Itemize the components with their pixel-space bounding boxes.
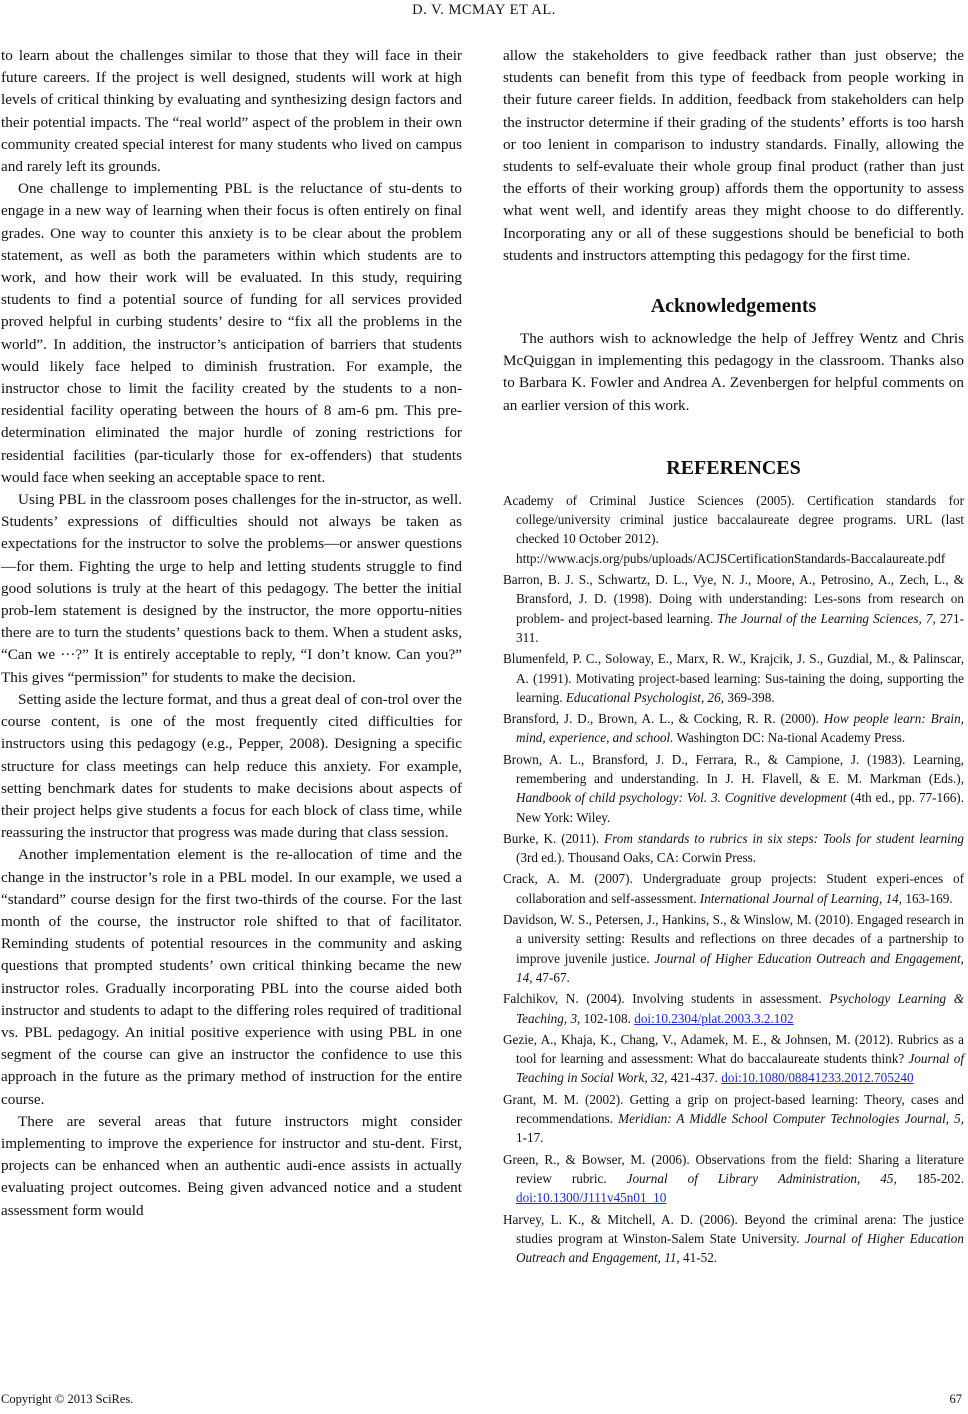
reference-text: Burke, K. (2011). <box>503 830 605 846</box>
reference-entry <box>503 1030 964 1088</box>
reference-source-title: Journal of Library Administration, 45, <box>626 1170 897 1186</box>
reference-pages: 102-108. <box>580 1010 635 1026</box>
reference-entry <box>503 491 964 568</box>
left-column <box>1 45 462 1222</box>
body-paragraph: One challenge to implementing PBL is the reluctance of stu-dents to engage in a new way of learning when their focus is often entirely on final grades. One way to counter this anxiety is to be clear about the problem statement, as well as both the parameters within which students are to work, and how their work will be evaluated. In this study, requiring students to find a potential source of funding for all services provided proved helpful in curbing students’ desire to “fix all the problems in the world”. In addition, the instructor’s anticipation of barriers that students would likely face helped to diminish frustration. For example, the instructor chose to limit the facility created by the students to a non-residential facility operating between the hours of 8 am-6 pm. This pre-determination eliminated the major hurdle of zoning restrictions for residential facilities (par-ticularly those for ex-offenders) that students would face when seeking an acceptable space to rent. <box>1 180 462 486</box>
footer-copyright: Copyright © 2013 SciRes. <box>1 1392 134 1406</box>
reference-pages: 421-437. <box>667 1070 722 1086</box>
reference-entry <box>503 709 964 748</box>
reference-entry <box>503 570 964 647</box>
reference-pages: (3rd ed.). Thousand Oaks, CA: Corwin Press. <box>516 850 757 866</box>
acknowledgements-text: The authors wish to acknowledge the help of Jeffrey Wentz and Chris McQuiggan in implementing this pedagogy in the classroom. Thanks also to Barbara K. Fowler and Andrea A. Zevenbergen for helpful comments on an earlier version of this work. <box>503 330 964 414</box>
reference-text: Academy of Criminal Justice Sciences (2005). Certification standards for college/university criminal justice baccalaureate degree programs. URL (last checked 10 October 2012). <box>503 492 964 547</box>
reference-source-title: The Journal of the Learning Sciences, 7, <box>717 610 936 626</box>
reference-source-title: How people learn: Brain, mind, experience, and school. <box>516 711 964 746</box>
reference-url[interactable]: http://www.acjs.org/pubs/uploads/ACJSCertificationStandards-Baccalaureate.pdf <box>516 550 946 566</box>
reference-list <box>503 491 964 1268</box>
reference-source-title: Educational Psychologist, 26, <box>565 689 725 705</box>
reference-pages: 41-52. <box>679 1250 718 1266</box>
reference-pages: 185-202. <box>896 1170 964 1186</box>
reference-text: Bransford, J. D., Brown, A. L., & Cocking, R. R. (2000). <box>503 711 824 727</box>
reference-text: Blumenfeld, P. C., Soloway, E., Marx, R. W., Krajcik, J. S., Guzdial, M., & Palinscar, A. (1991). Motivating project-based learning: Sus-taining the doing, supporting the learning. <box>503 651 964 705</box>
reference-entry <box>503 649 964 707</box>
reference-entry <box>503 829 964 868</box>
reference-entry <box>503 869 964 908</box>
body-paragraph: Setting aside the lecture format, and thus a great deal of con-trol over the course content, is one of the most frequently cited difficulties for instructors using this pedagogy (e.g., Pepper, 2008). Designing a specific structure for class meetings can help reduce this anxiety. For example, setting benchmark dates for students to make decisions about aspects of their project helps give students a focus for each block of class time, while reassuring the instructor that progress was made during that class session. <box>1 690 462 842</box>
reference-pages: 271-311. <box>516 610 964 645</box>
reference-entry <box>503 750 964 827</box>
reference-source-title: Meridian: A Middle School Computer Technologies Journal, 5, <box>618 1111 964 1127</box>
reference-text: Harvey, L. K., & Mitchell, A. D. (2006). Beyond the criminal arena: The justice studies program at Winston-Salem State University. <box>503 1211 964 1246</box>
reference-text: Davidson, W. S., Petersen, J., Hankins, S., & Winslow, M. (2010). Engaged research in a university setting: Results and reflections on three decades of a partnership to improve juvenile justice. <box>503 912 964 966</box>
reference-source-title: Psychology Learning & Teaching, 3, <box>516 991 965 1026</box>
reference-text: Green, R., & Bowser, M. (2006). Observations from the field: Sharing a literature review rubric. <box>503 1151 964 1186</box>
reference-text: Crack, A. M. (2007). Undergraduate group projects: Student experi-ences of collaboration and self-assessment. <box>503 871 964 906</box>
body-paragraph: to learn about the challenges similar to those that they will face in their future careers. If the project is well designed, students will work at high levels of critical thinking by evaluating and synthesizing design factors and their potential impacts. The “real world” aspect of the problem in their own community created special interest for many students who lived on campus and rarely left its grounds. <box>1 47 462 176</box>
doi-link[interactable]: doi:10.1080/08841233.2012.705240 <box>721 1070 914 1086</box>
reference-text: Barron, B. J. S., Schwartz, D. L., Vye, N. J., Moore, A., Petrosino, A., Zech, L., & Bransford, J. D. (1998). Doing with understanding: Les-sons from research on problem- and project-based learning. <box>503 572 964 626</box>
reference-source-title: From standards to rubrics in six steps: Tools for student learning <box>604 830 965 846</box>
reference-entry <box>503 989 964 1028</box>
reference-pages: (4th ed., pp. 77-166). New York: Wiley. <box>516 790 964 825</box>
right-column <box>503 45 964 1269</box>
reference-entry <box>503 910 964 987</box>
running-head: D. V. MCMAY ET AL. <box>412 2 556 18</box>
reference-entry <box>503 1090 964 1148</box>
reference-pages: Washington DC: Na-tional Academy Press. <box>673 730 906 746</box>
acknowledgements-heading: Acknowledgements <box>650 295 817 318</box>
body-paragraph: Another implementation element is the re-allocation of time and the change in the instructor’s role in a PBL model. In our example, we used a “standard” course design for the first two-thirds of the course. For the last month of the course, the instructor role shifted to that of facilitator. Reminding students of potential resources in the community and asking questions that prompted students’ own critical thinking became the new instructor roles. Gradually incorporating PBL into the course aided both instructor and students to adapt to the differing roles required of traditional vs. PBL pedagogy. An initial positive experience with using PBL in one segment of the course can give an instructor the confidence to use this approach in the future as the primary method of instruction for the entire course. <box>1 846 462 1108</box>
body-paragraph: There are several areas that future instructors might consider implementing to improve the experience for instructor and stu-dent. First, projects can be enhanced when an authentic audi-ence assists in actually evaluating project outcomes. Being given advanced notice and a student assessment form would <box>1 1112 462 1219</box>
reference-text: Falchikov, N. (2004). Involving students in assessment. <box>503 991 830 1007</box>
reference-text: Brown, A. L., Bransford, J. D., Ferrara, R., & Campione, J. (1983). Learning, remembering and understanding. In J. H. Flavell, & E. M. Markman (Eds.), <box>503 751 964 786</box>
reference-entry <box>503 1210 964 1268</box>
references-heading: REFERENCES <box>666 456 801 479</box>
doi-link[interactable]: doi:10.1300/J111v45n01_10 <box>516 1190 667 1206</box>
reference-source-title: Handbook of child psychology: Vol. 3. Cognitive development <box>516 790 847 806</box>
page-number: 67 <box>949 1392 962 1406</box>
reference-source-title: Journal of Higher Education Outreach and Engagement, 11, <box>516 1230 964 1266</box>
reference-pages: 1-17. <box>516 1130 544 1146</box>
reference-source-title: Journal of Higher Education Outreach and Engagement, 14, <box>516 950 964 985</box>
reference-text: Grant, M. M. (2002). Getting a grip on project-based learning: Theory, cases and recommendations. <box>503 1091 964 1127</box>
reference-source-title: International Journal of Learning, 14, <box>699 890 903 906</box>
reference-source-title: Journal of Teaching in Social Work, 32, <box>516 1051 964 1086</box>
reference-pages: 369-398. <box>724 689 775 705</box>
reference-pages: 163-169. <box>902 890 953 906</box>
reference-entry <box>503 1150 964 1208</box>
doi-link[interactable]: doi:10.2304/plat.2003.3.2.102 <box>634 1010 794 1026</box>
reference-pages: 47-67. <box>532 969 570 985</box>
body-paragraph: allow the stakeholders to give feedback rather than just observe; the students can benefit from this type of feedback from people working in their future career fields. In addition, feedback from stakeholders can help the instructor determine if their grading of the students’ efforts is too harsh or too lenient in comparison to industry standards. Finally, allowing the students to self-evaluate their whole group final product (rather than just the efforts of their working group) affords them the opportunity to assess what went well, and identify areas they might choose to do differently. Incorporating any or all of these suggestions should be beneficial to both students and instructors attempting this pedagogy for the first time. <box>503 47 964 264</box>
reference-text: Gezie, A., Khaja, K., Chang, V., Adamek, M. E., & Johnsen, M. (2012). Rubrics as a tool for learning and assessment: What do baccalaureate students think? <box>503 1031 964 1067</box>
body-paragraph: Using PBL in the classroom poses challenges for the in-structor, as well. Students’ expressions of difficulties should not always be taken as expectations for the instructor to solve the problems—or answer questions—for them. Fighting the urge to help and letting students struggle to find good solutions is truly at the heart of this pedagogy. The better the initial prob-lem statement is designed by the instructor, the more opportu-nities there are to turn the students’ questions back to them. When a student asks, “Can we ···?” It is entirely acceptable to reply, “I don’t know. Can you?” This gives “permission” for students to make the decision. <box>1 491 462 686</box>
